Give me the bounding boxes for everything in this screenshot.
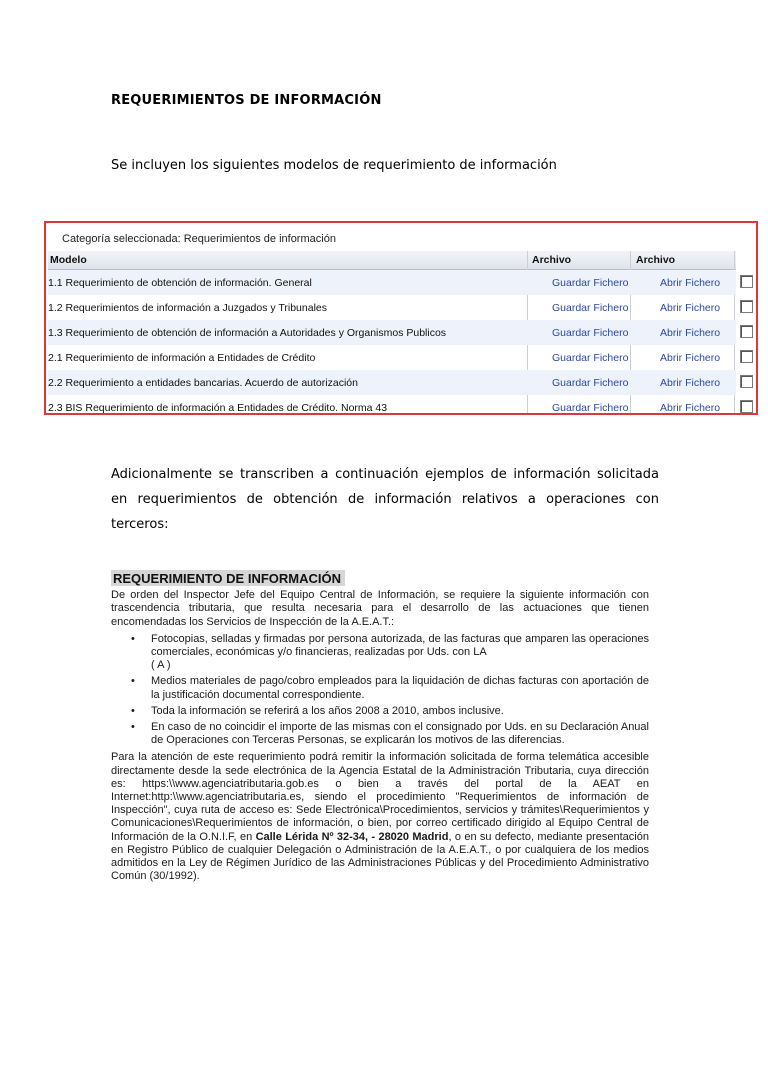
- open-file-link[interactable]: Abrir Fichero: [660, 377, 721, 389]
- letter-bullet: [131, 704, 649, 718]
- header-model[interactable]: Modelo: [50, 254, 87, 266]
- open-file-link[interactable]: Abrir Fichero: [660, 277, 721, 289]
- table-header: [48, 251, 736, 270]
- models-table-screenshot: [44, 221, 758, 415]
- bullet-text: Toda la información se referirá a los años 2008 a 2010, ambos inclusive.: [151, 704, 504, 717]
- open-file-link[interactable]: Abrir Fichero: [660, 302, 721, 314]
- header-file-open[interactable]: Archivo: [636, 254, 676, 266]
- selected-category-label: Categoría seleccionada: Requerimientos de información: [62, 233, 336, 245]
- save-file-link[interactable]: Guardar Fichero: [552, 327, 629, 339]
- row-checkbox[interactable]: [740, 350, 753, 363]
- open-file-link[interactable]: Abrir Fichero: [660, 352, 721, 364]
- bullet-icon: •: [131, 721, 135, 734]
- row-checkbox[interactable]: [740, 325, 753, 338]
- letter-title: REQUERIMIENTO DE INFORMACIÓN: [111, 570, 345, 586]
- address-bold: Calle Lérida Nº 32-34, - 28020 Madrid: [255, 830, 449, 843]
- bullet-icon: •: [131, 704, 135, 717]
- table-row: [48, 295, 736, 320]
- bullet-text: Medios materiales de pago/cobro empleados para la liquidación de dichas facturas con aportación de la justificación documental correspondiente.: [151, 675, 649, 701]
- bullet-icon: •: [131, 632, 135, 645]
- closing-text-end: , o en su defecto, mediante presentación en Registro Público de cualquier Delegación o Administración de la A.E.A.T., o por cualquiera de los medios admitidos en la Ley de Régimen Jurídico de las Administraciones Públicas y del Procedimiento Administrativo Común (30/1992).: [111, 830, 649, 883]
- model-name: 1.3 Requerimiento de obtención de información a Autoridades y Organismos Publicos: [48, 327, 447, 339]
- bullet-text: Fotocopias, selladas y firmadas por persona autorizada, de las facturas que amparen las operaciones comerciales, económicas y/o financieras, realizadas por Uds. con LA: [151, 632, 649, 659]
- open-file-link[interactable]: Abrir Fichero: [660, 327, 721, 339]
- letter-closing: [111, 751, 649, 883]
- letter-screenshot: [111, 570, 649, 883]
- letter-intro: De orden del Inspector Jefe del Equipo Central de Información, se requiere la siguiente información con trascendencia tributaria, que resulta necesaria para el desarrollo de las actuaciones que tienen encomendadas los Servicios de Inspección de la A.E.A.T.:: [111, 589, 649, 628]
- save-file-link[interactable]: Guardar Fichero: [552, 352, 629, 364]
- table-row: [48, 345, 736, 370]
- letter-bullet-list: [111, 633, 649, 748]
- row-checkbox[interactable]: [740, 275, 753, 288]
- bullet-text: En caso de no coincidir el importe de las mismas con el consignado por Uds. en su Declaración Anual de Operaciones con Terceras Personas, se explicarán los motivos de las diferencias.: [151, 721, 649, 747]
- letter-bullet: [131, 721, 649, 747]
- model-name: 2.2 Requerimiento a entidades bancarias. Acuerdo de autorización: [48, 377, 358, 389]
- closing-text: Para la atención de este requerimiento podrá remitir la información solicitada de forma telemática accesible directamente desde la sede electrónica de la Agencia Estatal de la Administración Tributaria, cuya dirección es: https:\\www.agenciatributaria.gob.es o bien a través del portal de la AEAT en Internet:http:\\www.agenciatributaria.es, siendo el procedimiento "Requerimientos de información de Inspección", cuya ruta de acceso es: Sede Electrónica\Procedimientos, servicios y trámites\Requerimientos y Comunicaciones\Requerimientos de información, o bien, por correo certificado dirigido al Equipo Central de Información de la O.N.I.F, en: [111, 751, 649, 843]
- page-heading: REQUERIMIENTOS DE INFORMACIÓN: [111, 93, 382, 108]
- header-file-save[interactable]: Archivo: [532, 254, 572, 266]
- save-file-link[interactable]: Guardar Fichero: [552, 377, 629, 389]
- open-file-link[interactable]: Abrir Fichero: [660, 402, 721, 414]
- row-checkbox[interactable]: [740, 300, 753, 313]
- letter-bullet: [131, 675, 649, 701]
- save-file-link[interactable]: Guardar Fichero: [552, 402, 629, 414]
- table-row: [48, 370, 736, 395]
- save-file-link[interactable]: Guardar Fichero: [552, 302, 629, 314]
- letter-bullet: [131, 632, 649, 673]
- model-name: 2.3 BIS Requerimiento de información a Entidades de Crédito. Norma 43: [48, 402, 388, 414]
- intro-text: Se incluyen los siguientes modelos de requerimiento de información: [111, 158, 557, 173]
- save-file-link[interactable]: Guardar Fichero: [552, 277, 629, 289]
- bullet-icon: •: [131, 675, 135, 688]
- table-row: [48, 320, 736, 345]
- table-row: [48, 270, 736, 295]
- row-checkbox[interactable]: [740, 375, 753, 388]
- row-checkbox[interactable]: [740, 400, 753, 413]
- model-name: 1.2 Requerimientos de información a Juzgados y Tribunales: [48, 302, 327, 314]
- model-name: 1.1 Requerimiento de obtención de información. General: [48, 277, 312, 289]
- model-name: 2.1 Requerimiento de información a Entidades de Crédito: [48, 352, 316, 364]
- table-row: [48, 395, 736, 413]
- bullet-reference: ( A ): [151, 659, 171, 672]
- operations-paragraph: Adicionalmente se transcriben a continuación ejemplos de información solicitada en requerimientos de obtención de información relativos a operaciones con terceros:: [111, 467, 659, 532]
